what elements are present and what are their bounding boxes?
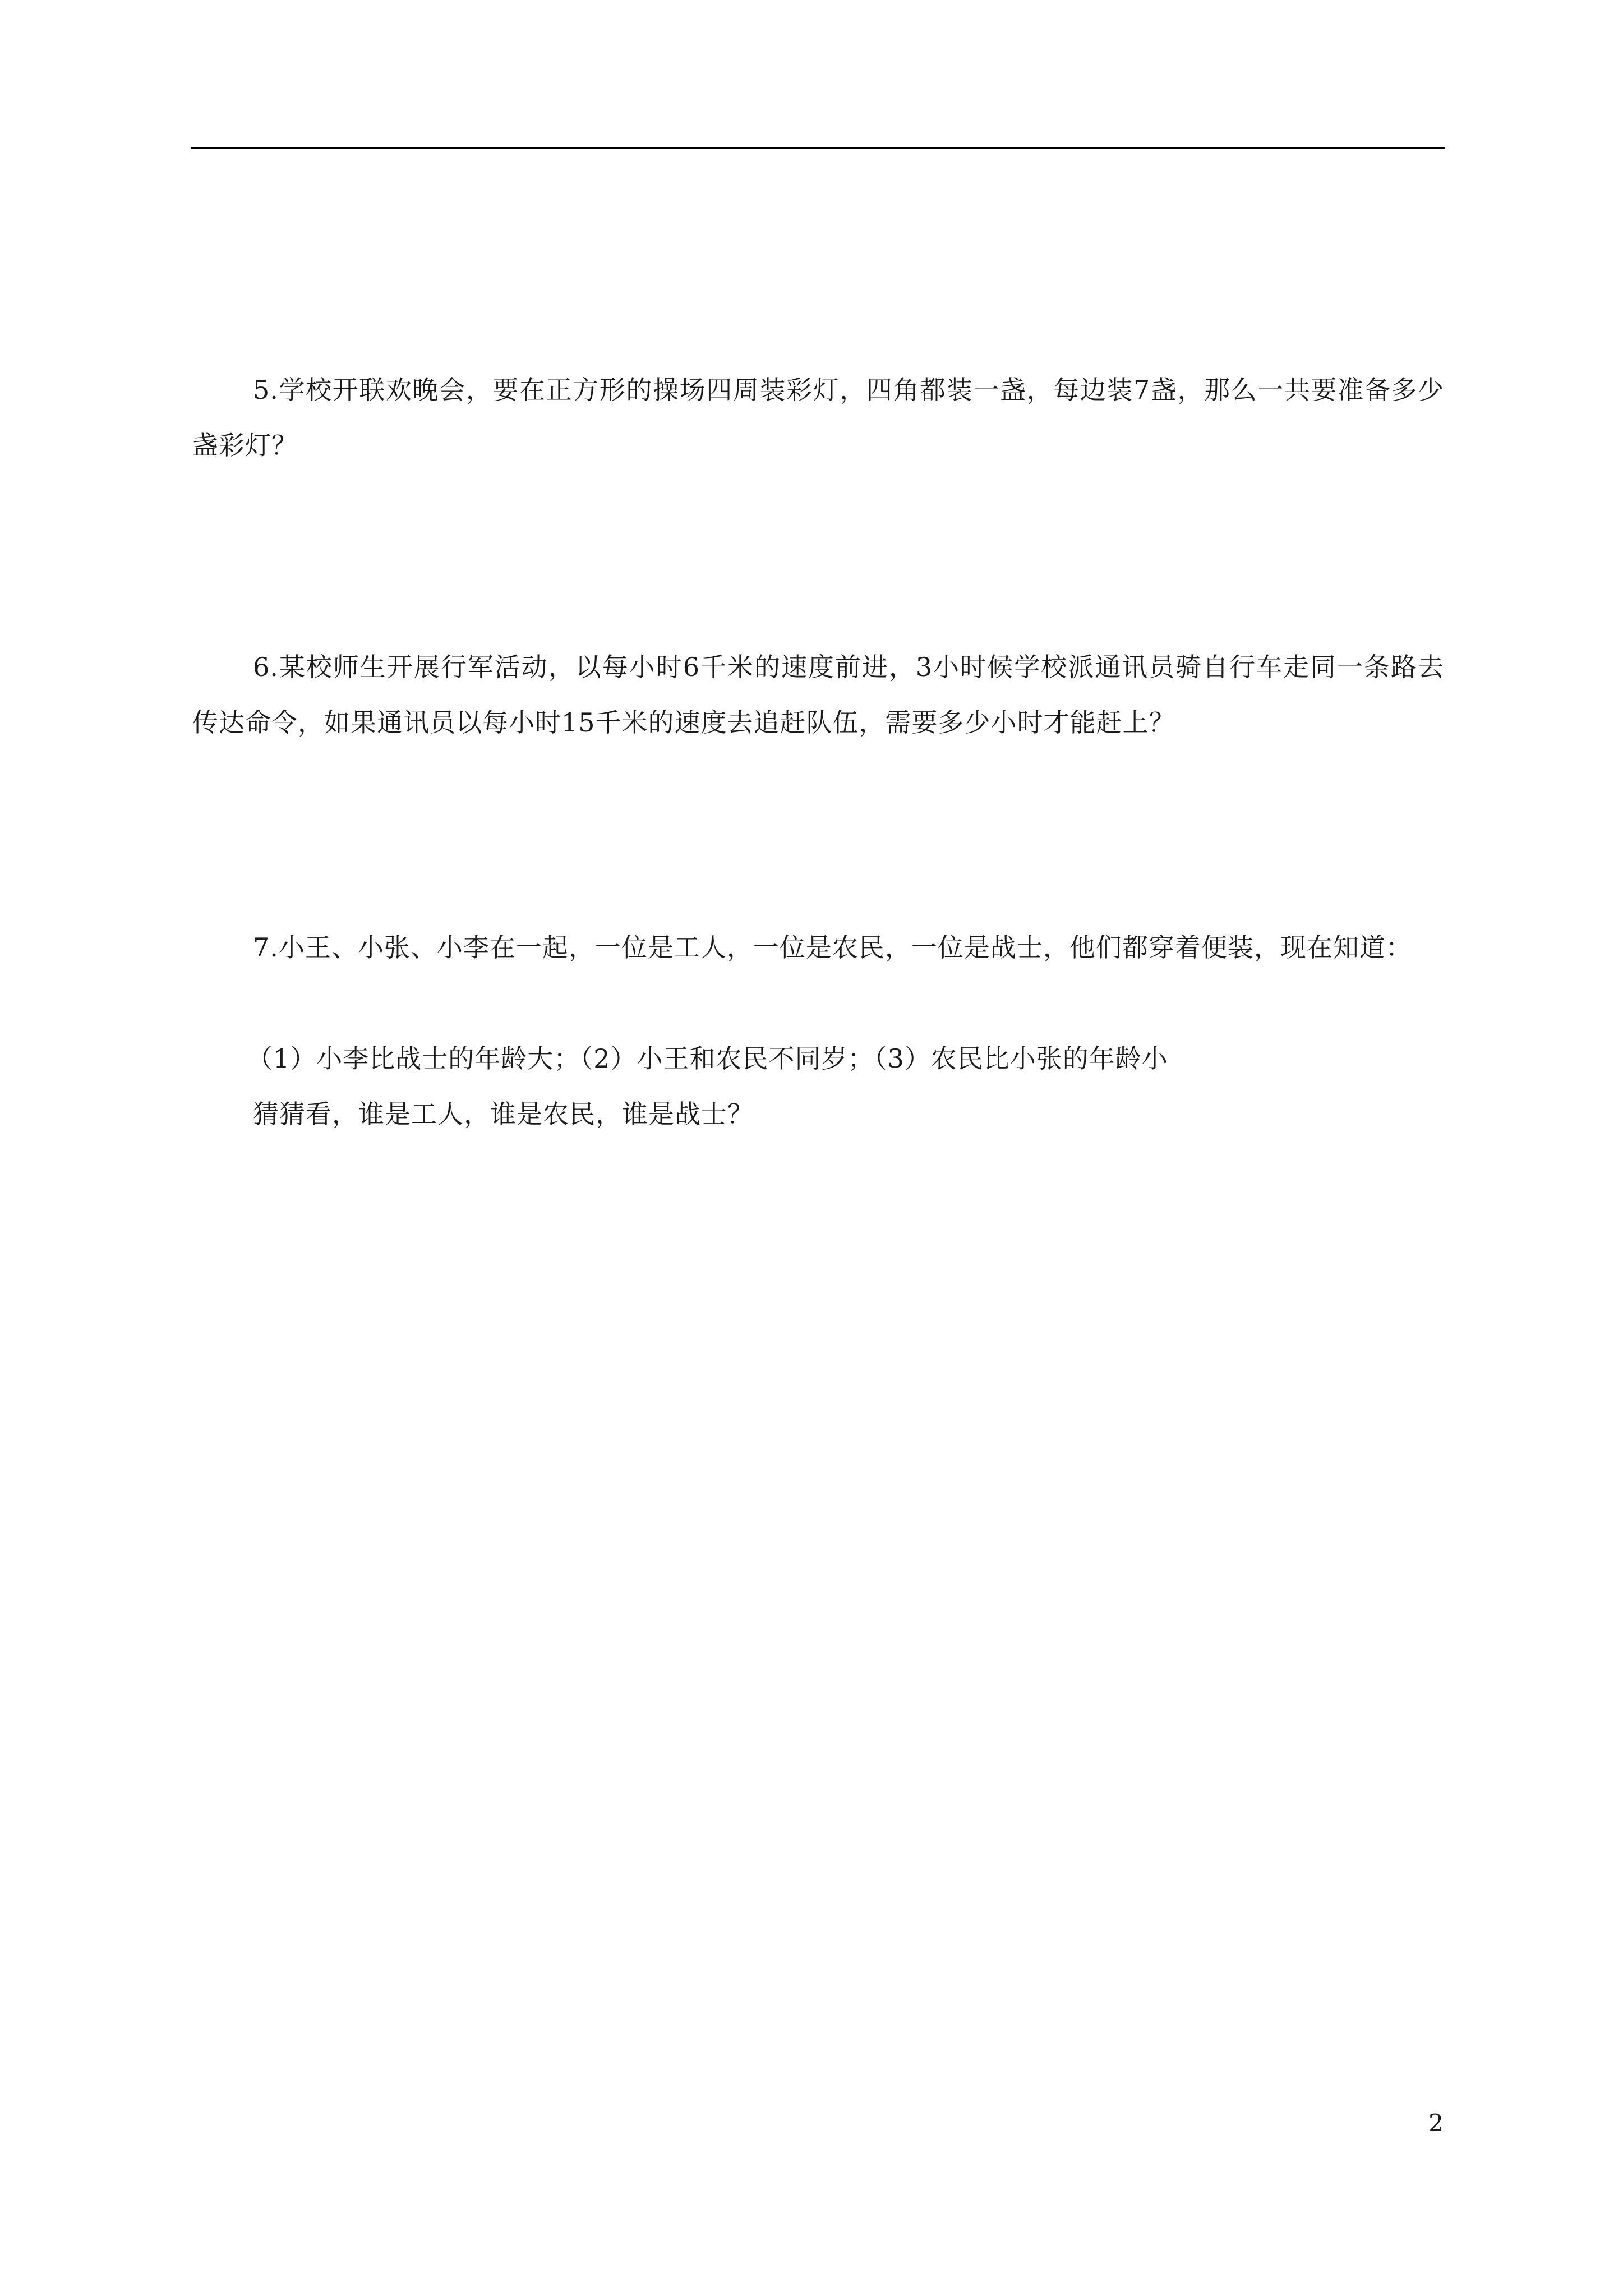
question-6: 6.某校师生开展行军活动，以每小时6千米的速度前进，3小时候学校派通讯员骑自行车走同一条路去传达命令，如果通讯员以每小时15千米的速度去追赶队伍，需要多少小时才能赶上？ [192, 652, 1444, 738]
page-number: 2 [1428, 2109, 1444, 2137]
question-7-conditions: （1）小李比战士的年龄大；（2）小王和农民不同岁；（3）农民比小张的年龄小 [247, 1043, 1168, 1074]
question-7: 7.小王、小张、小李在一起，一位是工人，一位是农民，一位是战士，他们都穿着便装，现在知道： [253, 932, 1412, 963]
question-5: 5.学校开联欢晚会，要在正方形的操场四周装彩灯，四角都装一盏，每边装7盏，那么一共要准备多少盏彩灯？ [192, 375, 1444, 461]
question-7-ask: 猜猜看，谁是工人，谁是农民，谁是战士？ [253, 1099, 754, 1129]
header-rule [191, 147, 1445, 149]
